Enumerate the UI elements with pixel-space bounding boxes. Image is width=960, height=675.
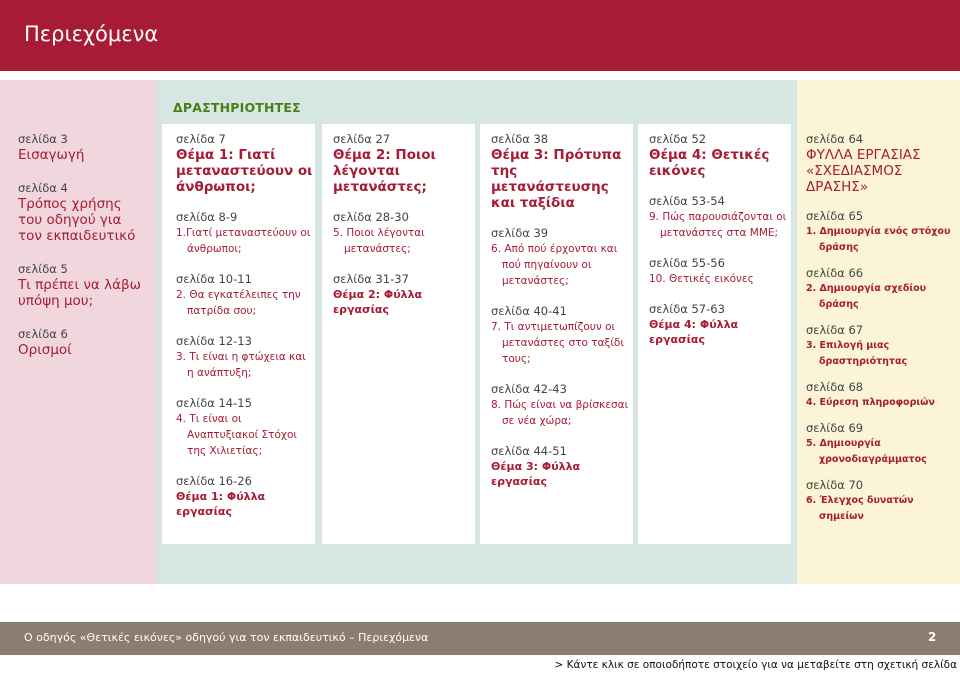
entry-title[interactable]: Εισαγωγή [18,147,85,163]
toc-entry[interactable] [649,194,787,241]
page-ref: σελίδα 31-37 [333,272,409,286]
toc-entry[interactable] [806,323,952,370]
page-title: Περιεχόμενα [24,22,159,46]
activity-link[interactable]: 1.Γιατί μεταναστεύουν οι άνθρωποι; [176,227,311,255]
activity-link[interactable]: 6. Από πού έρχονται και πού πηγαίνουν οι μετανάστες; [491,243,618,287]
intro-column [18,132,148,370]
page-ref: σελίδα 67 [806,323,864,337]
toc-entry[interactable] [491,304,629,367]
activity-link[interactable]: 5. Ποιοι λέγονται μετανάστες; [333,227,425,255]
activities-heading: ΔΡΑΣΤΗΡΙΟΤΗΤΕΣ [173,100,301,115]
action-design-column [806,132,952,525]
worksheet-link[interactable]: 5. Δημιουργία χρονοδιαγράμματος [806,438,927,465]
worksheet-link[interactable]: 6. Έλεγχος δυνατών σημείων [806,495,914,522]
toc-entry[interactable] [18,262,148,309]
page-ref: σελίδα 5 [18,262,68,276]
page-ref: σελίδα 44-51 [491,444,567,458]
toc-entry[interactable] [806,421,952,468]
page-ref: σελίδα 64 [806,132,864,146]
toc-entry[interactable] [176,272,314,319]
toc-entry[interactable] [176,132,314,195]
toc-entry[interactable] [333,210,471,257]
toc-entry[interactable] [18,132,148,163]
footer-text: Ο οδηγός «Θετικές εικόνες» οδηγού για τον εκπαιδευτικό – Περιεχόμενα [24,631,429,644]
activity-link[interactable]: 4. Τι είναι οι Αναπτυξιακοί Στόχοι της Χιλιετίας; [176,413,297,457]
worksheets-link[interactable]: Θέμα 2: Φύλλα εργασίας [333,288,423,316]
entry-title[interactable]: Ορισμοί [18,342,72,358]
page-ref: σελίδα 42-43 [491,382,567,396]
worksheet-link[interactable]: 4. Εύρεση πληροφοριών [806,397,935,408]
activity-link[interactable]: 10. Θετικές εικόνες [649,273,754,285]
page-ref: σελίδα 12-13 [176,334,252,348]
toc-entry[interactable] [176,210,314,257]
worksheets-link[interactable]: Θέμα 3: Φύλλα εργασίας [491,460,581,488]
page-ref: σελίδα 4 [18,181,68,195]
worksheets-link[interactable]: Θέμα 1: Φύλλα εργασίας [176,490,266,518]
toc-entry[interactable] [333,272,471,317]
page-ref: σελίδα 27 [333,132,391,146]
entry-title[interactable]: Τι πρέπει να λάβω υπόψη μου; [18,277,141,309]
toc-entry[interactable] [491,382,629,429]
toc-entry[interactable] [806,266,952,313]
page-ref: σελίδα 16-26 [176,474,252,488]
navigation-hint: > Κάντε κλικ σε οποιοδήποτε στοιχείο για να μεταβείτε στη σχετική σελίδα [554,659,957,671]
activity-link[interactable]: 3. Τι είναι η φτώχεια και η ανάπτυξη; [176,351,306,379]
toc-entry[interactable] [806,209,952,256]
page-ref: σελίδα 55-56 [649,256,725,270]
toc-entry[interactable] [176,334,314,381]
toc-entry[interactable] [491,444,629,489]
page-ref: σελίδα 52 [649,132,707,146]
activity-link[interactable]: 8. Πώς είναι να βρίσκεσαι σε νέα χώρα; [491,399,629,427]
toc-entry[interactable] [806,478,952,525]
toc-entry[interactable] [176,396,314,459]
section-title[interactable]: ΦΥΛΛΑ ΕΡΓΑΣΙΑΣ «ΣΧΕΔΙΑΣΜΟΣ ΔΡΑΣΗΣ» [806,147,921,195]
toc-entry[interactable] [491,226,629,289]
toc-entry[interactable] [491,132,629,211]
toc-entry[interactable] [649,256,787,287]
page-ref: σελίδα 69 [806,421,864,435]
worksheet-link[interactable]: 1. Δημιουργία ενός στόχου δράσης [806,226,951,253]
toc-entry[interactable] [649,132,787,179]
page-ref: σελίδα 7 [176,132,226,146]
page-ref: σελίδα 39 [491,226,549,240]
toc-entry[interactable] [649,302,787,347]
toc-entry[interactable] [333,132,471,195]
page-ref: σελίδα 65 [806,209,864,223]
page-ref: σελίδα 28-30 [333,210,409,224]
page-ref: σελίδα 38 [491,132,549,146]
page-number: 2 [928,630,937,644]
page-ref: σελίδα 6 [18,327,68,341]
activity-link[interactable]: 7. Τι αντιμετωπίζουν οι μετανάστες στο ταξίδι τους; [491,321,624,365]
toc-entry[interactable] [806,380,952,411]
page-ref: σελίδα 66 [806,266,864,280]
theme-title[interactable]: Θέμα 1: Γιατί μεταναστεύουν οι άνθρωποι; [176,147,313,195]
theme-2-column [333,132,471,329]
page-ref: σελίδα 53-54 [649,194,725,208]
toc-entry[interactable] [176,474,314,519]
header-bar [0,0,960,71]
theme-3-column [491,132,629,501]
page-ref: σελίδα 8-9 [176,210,238,224]
page-ref: σελίδα 40-41 [491,304,567,318]
toc-entry[interactable] [18,181,148,244]
page-ref: σελίδα 70 [806,478,864,492]
page-ref: σελίδα 10-11 [176,272,252,286]
page-ref: σελίδα 14-15 [176,396,252,410]
worksheet-link[interactable]: 3. Επιλογή μιας δραστηριότητας [806,340,908,367]
page-ref: σελίδα 3 [18,132,68,146]
theme-1-column [176,132,314,531]
activity-link[interactable]: 9. Πώς παρουσιάζονται οι μετανάστες στα ΜΜΕ; [649,211,787,239]
entry-title[interactable]: Τρόπος χρήσης του οδηγού για τον εκπαιδευτικό [18,196,136,244]
page-ref: σελίδα 57-63 [649,302,725,316]
toc-entry[interactable] [806,132,952,195]
footer-bar [0,622,960,655]
activity-link[interactable]: 2. Θα εγκατέλειπες την πατρίδα σου; [176,289,301,317]
theme-title[interactable]: Θέμα 4: Θετικές εικόνες [649,147,770,179]
theme-title[interactable]: Θέμα 2: Ποιοι λέγονται μετανάστες; [333,147,436,195]
worksheet-link[interactable]: 2. Δημιουργία σχεδίου δράσης [806,283,927,310]
theme-4-column [649,132,787,359]
theme-title[interactable]: Θέμα 3: Πρότυπα της μετανάστευσης και ταξίδια [491,147,622,211]
page-ref: σελίδα 68 [806,380,864,394]
worksheets-link[interactable]: Θέμα 4: Φύλλα εργασίας [649,318,739,346]
toc-entry[interactable] [18,327,148,358]
